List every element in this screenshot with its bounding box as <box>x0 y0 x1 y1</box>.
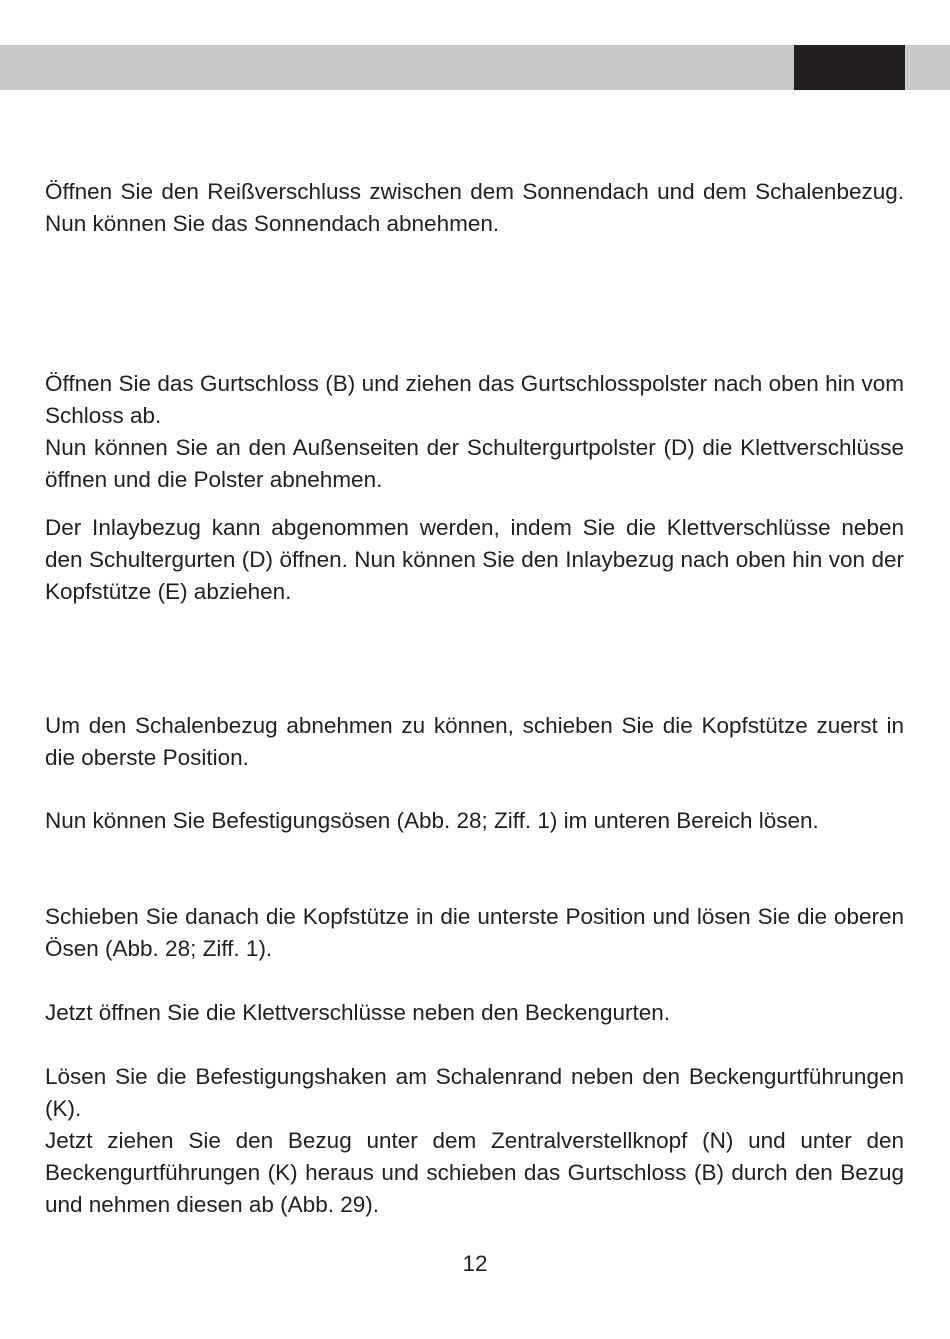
header-tab-marker <box>794 45 905 90</box>
paragraph-remove-cover: Jetzt ziehen Sie den Bezug unter dem Zentralverstellknopf (N) und unter den Beckengurtführungen (K) heraus und schieben das Gurtschloss (B) durch den Bezug und nehmen diesen ab (Abb. 29). <box>45 1128 904 1217</box>
paragraph-sunroof-removal: Öffnen Sie den Reißverschluss zwischen dem Sonnendach und dem Schalenbezug. Nun können Sie das Sonnendach abnehmen. <box>45 179 904 236</box>
paragraph-inlay-cover: Der Inlaybezug kann abgenommen werden, indem Sie die Klettverschlüsse neben den Schultergurten (D) öffnen. Nun können Sie den Inlaybezug nach oben hin von der Kopfstütze (E) abziehen. <box>45 515 904 604</box>
paragraph-velcro-lap-belts: Jetzt öffnen Sie die Klettverschlüsse neben den Beckengurten. <box>45 1000 670 1025</box>
paragraph-upper-eyelets: Schieben Sie danach die Kopfstütze in die unterste Position und lösen Sie die oberen Ösen (Abb. 28; Ziff. 1). <box>45 904 904 961</box>
paragraph-shell-cover-intro: Um den Schalenbezug abnehmen zu können, schieben Sie die Kopfstütze zuerst in die oberste Position. <box>45 713 904 770</box>
paragraph-shoulder-pads: Nun können Sie an den Außenseiten der Schultergurtpolster (D) die Klettverschlüsse öffnen und die Polster abnehmen. <box>45 435 904 492</box>
paragraph-fastening-hooks: Lösen Sie die Befestigungshaken am Schalenrand neben den Beckengurtführungen (K). <box>45 1064 904 1121</box>
paragraph-buckle-pad: Öffnen Sie das Gurtschloss (B) und ziehen das Gurtschlosspolster nach oben hin vom Schloss ab. <box>45 371 904 428</box>
page-number: 12 <box>462 1251 488 1276</box>
paragraph-lower-eyelets: Nun können Sie Befestigungsösen (Abb. 28; Ziff. 1) im unteren Bereich lösen. <box>45 808 819 833</box>
